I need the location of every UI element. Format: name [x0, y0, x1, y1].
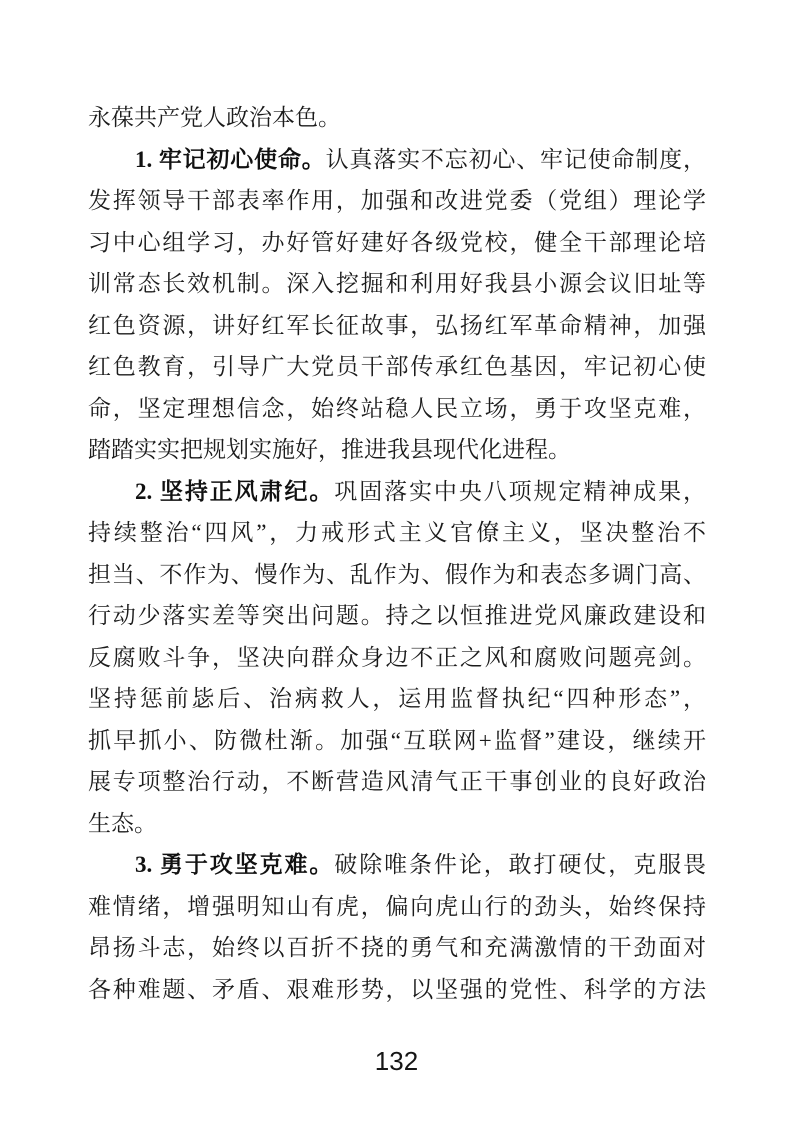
text-line [88, 761, 706, 803]
line-text: 坚持惩前毖后、治病救人，运用监督执纪“四种形态”， [88, 686, 706, 711]
text-line [88, 180, 706, 222]
text-line [88, 595, 706, 637]
paragraph-2 [88, 139, 706, 471]
paragraph-heading-bold: 3. 勇于攻坚克难。 [135, 852, 335, 877]
paragraph-heading-line [88, 139, 706, 181]
line-text: 巩固落实中央八项规定精神成果， [334, 478, 706, 504]
line-text: 持续整治“四风”，力戒形式主义官僚主义，坚决整治不 [88, 520, 706, 545]
text-line [88, 388, 706, 430]
line-text: 生态。 [88, 810, 157, 836]
line-text: 展专项整治行动，不断营造风清气正干事创业的良好政治 [88, 769, 706, 794]
text-line [88, 429, 706, 471]
text-line [88, 512, 706, 554]
text-line [88, 263, 706, 305]
line-text: 各种难题、矛盾、艰难形势，以坚强的党性、科学的方法 [88, 976, 706, 1002]
paragraph-3 [88, 471, 706, 845]
text-line [88, 554, 706, 596]
page-number: 132 [374, 1046, 419, 1076]
paragraph-4 [88, 844, 706, 1010]
line-text: 红色资源，讲好红军长征故事，弘扬红军革命精神，加强 [88, 312, 706, 338]
line-text: 抓早抓小、防微杜渐。加强“互联网+监督”建设，继续开 [88, 727, 706, 753]
paragraph-heading-line [88, 471, 706, 513]
line-text: 认真落实不忘初心、牢记使命制度， [325, 146, 706, 172]
line-text: 习中心组学习，办好管好建好各级党校，健全干部理论培 [88, 229, 706, 255]
text-line [88, 720, 706, 762]
line-text: 破除唯条件论，敢打硬仗，克服畏 [334, 852, 706, 877]
line-text: 昂扬斗志，始终以百折不挠的勇气和充满激情的干劲面对 [88, 935, 706, 960]
document-body [88, 97, 706, 1010]
text-line [88, 886, 706, 928]
line-text: 永葆共产党人政治本色。 [88, 105, 341, 130]
line-text: 担当、不作为、慢作为、乱作为、假作为和表态多调门高、 [88, 561, 706, 587]
paragraph-heading-bold: 2. 坚持正风肃纪。 [135, 478, 335, 504]
text-line [88, 969, 706, 1011]
paragraph-1 [88, 97, 706, 139]
line-text: 踏踏实实把规划实施好，推进我县现代化进程。 [88, 437, 571, 462]
paragraph-heading-line [88, 844, 706, 886]
text-line [88, 803, 706, 845]
text-line [88, 927, 706, 969]
text-line [88, 346, 706, 388]
line-text: 命，坚定理想信念，始终站稳人民立场，勇于攻坚克难， [88, 395, 706, 421]
line-text: 行动少落实差等突出问题。持之以恒推进党风廉政建设和 [88, 603, 706, 628]
paragraph-heading-bold: 1. 牢记初心使命。 [135, 146, 326, 172]
text-line [88, 637, 706, 679]
text-line [88, 222, 706, 264]
line-text: 红色教育，引导广大党员干部传承红色基因，牢记初心使 [88, 354, 706, 379]
line-text: 反腐败斗争，坚决向群众身边不正之风和腐败问题亮剑。 [88, 644, 706, 670]
page-footer [0, 1047, 793, 1075]
line-text: 难情绪，增强明知山有虎，偏向虎山行的劲头，始终保持 [88, 893, 706, 919]
line-text: 发挥领导干部表率作用，加强和改进党委（党组）理论学 [88, 188, 706, 213]
text-line [88, 305, 706, 347]
line-text: 训常态长效机制。深入挖掘和利用好我县小源会议旧址等 [88, 271, 706, 296]
text-line [88, 678, 706, 720]
text-line [88, 97, 706, 139]
